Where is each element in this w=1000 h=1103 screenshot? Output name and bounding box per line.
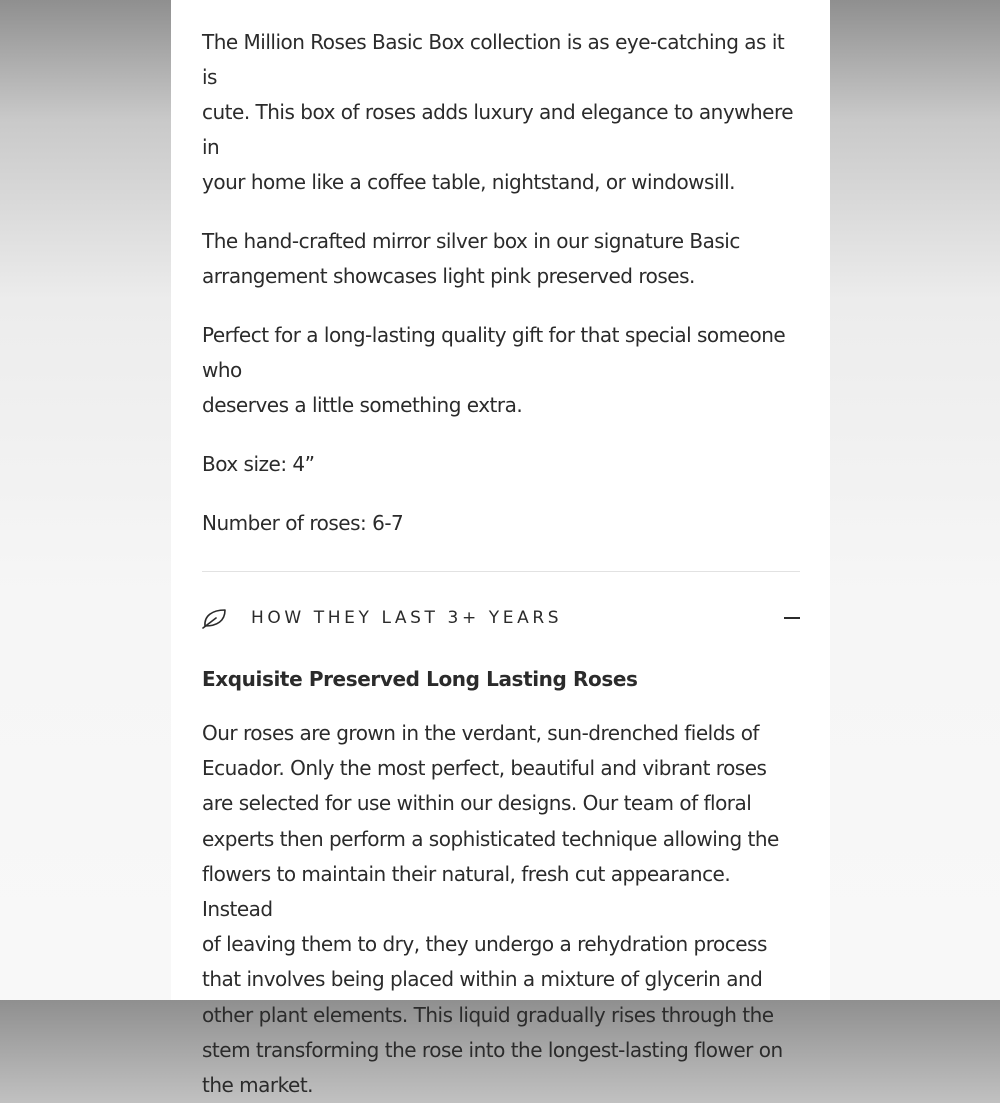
description-paragraph: The hand-crafted mirror silver box in our signature Basic arrangement showcases light pink preserved roses. <box>202 229 740 288</box>
accordion-heading: Exquisite Preserved Long Lasting Roses <box>202 667 638 691</box>
accordion-panel <box>202 664 802 1103</box>
accordion-toggle-how-they-last[interactable] <box>202 572 800 664</box>
product-details-panel <box>171 0 830 1098</box>
accordion-title: HOW THEY LAST 3+ YEARS <box>251 608 563 628</box>
leaf-icon <box>202 607 228 629</box>
minus-icon[interactable] <box>784 617 800 619</box>
description-paragraph: Perfect for a long-lasting quality gift for that special someone who deserves a little something extra. <box>202 323 786 417</box>
box-size-text: Box size: 4” <box>202 452 315 476</box>
product-description <box>202 25 802 1103</box>
rose-count-text: Number of roses: 6-7 <box>202 511 404 535</box>
accordion-body-text: Our roses are grown in the verdant, sun-drenched fields of Ecuador. Only the most perfect, beautiful and vibrant roses are selected for use within our designs. Our team of floral experts then perform a sophisticated technique allowing the flowers to maintain their natural, fresh cut appearance. Instead of leaving them to dry, they undergo a rehydration process that involves being placed within a mixture of glycerin and other plant elements. This liquid gradually rises through the stem transforming the rose into the longest-lasting flower on the market. <box>202 721 783 1098</box>
description-paragraph: The Million Roses Basic Box collection is as eye-catching as it is cute. This box of roses adds luxury and elegance to anywhere in your home like a coffee table, nightstand, or windowsill. <box>202 30 794 194</box>
